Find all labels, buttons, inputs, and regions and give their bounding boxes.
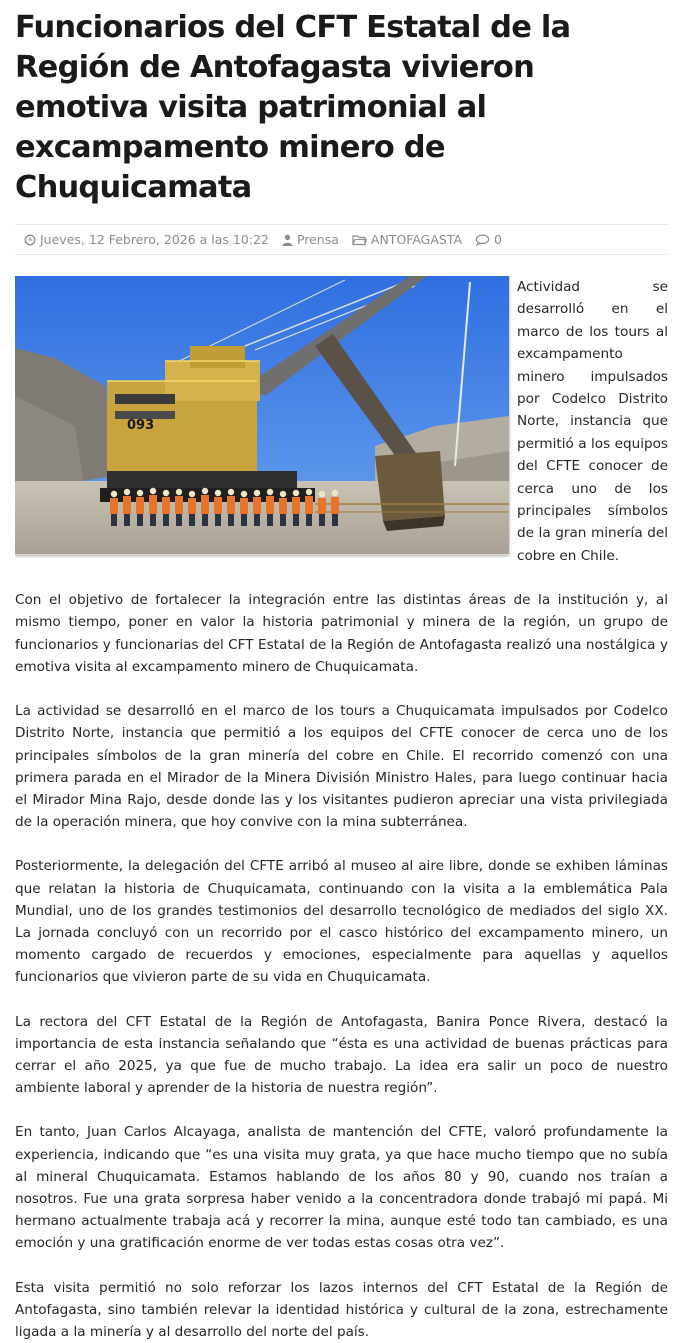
article-paragraph-4: La rectora del CFT Estatal de la Región de Antofagasta, Banira Ponce Rivera, destacó la importancia de esta instancia señalando que “ésta es una actividad de buenas prácticas para cerrar el año 2025, ya que fue de mucho trabajo. La idea era salir un poco de nuestro ambiente laboral y aprender de la historia de nuestra región”. — [15, 1013, 668, 1097]
folder-icon — [352, 234, 367, 246]
article-paragraph-5: En tanto, Juan Carlos Alcayaga, analista de mantención del CFTE, valoró profundamente la experiencia, indicando que “es una visita muy grata, ya que hace mucho tiempo que no subía al mineral Chuquicamata. Estamos hablando de los años 80 y 90, cuando nos traían a nosotros. Fue una grata sorpresa haber venido a la concentradora donde trabajó mi papá. Mi hermano actualmente trabaja acá y recorrer la mina, aunque esté todo tan cambiado, es una emoción y una gratificación enorme de ver todas estas cosas otra vez”. — [15, 1124, 668, 1252]
article-photo[interactable] — [15, 276, 509, 554]
meta-author[interactable] — [282, 232, 339, 247]
meta-category[interactable] — [352, 232, 462, 247]
mining-shovel-photo — [15, 276, 509, 554]
meta-date — [24, 232, 269, 247]
user-icon — [282, 234, 293, 246]
meta-category-text: ANTOFAGASTA — [370, 232, 463, 247]
meta-author-text: Prensa — [296, 232, 339, 247]
article-meta — [15, 224, 668, 255]
clock-icon — [24, 234, 36, 246]
article-paragraph-3: Posteriormente, la delegación del CFTE arribó al museo al aire libre, donde se exhiben láminas que relatan la historia de Chuquicamata, continuando con la visita a la emblemática Pala Mundial, uno de los grandes testimonios del desarrollo tecnológico de mediados del siglo XX. La jornada concluyó con un recorrido por el casco histórico del excampamento minero, un momento cargado de recuerdos y emociones, especialmente para aquellas y aquellos funcionarios que vivieron parte de su vida en Chuquicamata. — [15, 858, 668, 986]
comment-icon — [475, 234, 490, 246]
article-paragraph-1: Con el objetivo de fortalecer la integración entre las distintas áreas de la institución y, al mismo tiempo, poner en valor la historia patrimonial y minera de la región, un grupo de funcionarios y funcionarias del CFT Estatal de la Región de Antofagasta realizó una nostálgica y emotiva visita al excampamento minero de Chuquicamata. — [15, 592, 668, 675]
article-paragraph-6: Esta visita permitió no solo reforzar los lazos internos del CFT Estatal de la Región de Antofagasta, sino también relevar la identidad histórica y cultural de la zona, estrechamente ligada a la minería y al desarrollo del norte del país. — [15, 1279, 668, 1340]
machine-number: 093 — [127, 418, 155, 433]
article-lead: Actividad se desarrolló en el marco de los tours al excampamento minero impulsados por Codelco Distrito Norte, instancia que permitió a los equipos del CFTE conocer de cerca uno de los principales símbolos de la gran minería del cobre en Chile. — [517, 279, 668, 564]
article-paragraph-2: La actividad se desarrolló en el marco de los tours a Chuquicamata impulsados por Codelco Distrito Norte, instancia que permitió a los equipos del CFTE conocer de cerca uno de los principales símbolos de la gran minería del cobre en Chile. El recorrido comenzó con una primera parada en el Mirador de la Minera División Ministro Hales, para luego continuar hacia el Mirador Mina Rajo, desde donde las y los visitantes pudieron apreciar una vista privilegiada de la operación minera, que hoy convive con la mina subterránea. — [15, 703, 668, 831]
meta-date-text: Jueves, 12 Febrero, 2026 a las 10:22 — [40, 232, 269, 247]
article-title: Funcionarios del CFT Estatal de la Región de Antofagasta vivieron emotiva visita patrimonial al excampamento minero de Chuquicamata — [15, 10, 571, 205]
meta-comments[interactable] — [475, 232, 502, 247]
meta-comments-count: 0 — [494, 232, 502, 247]
lead-section — [15, 276, 668, 567]
